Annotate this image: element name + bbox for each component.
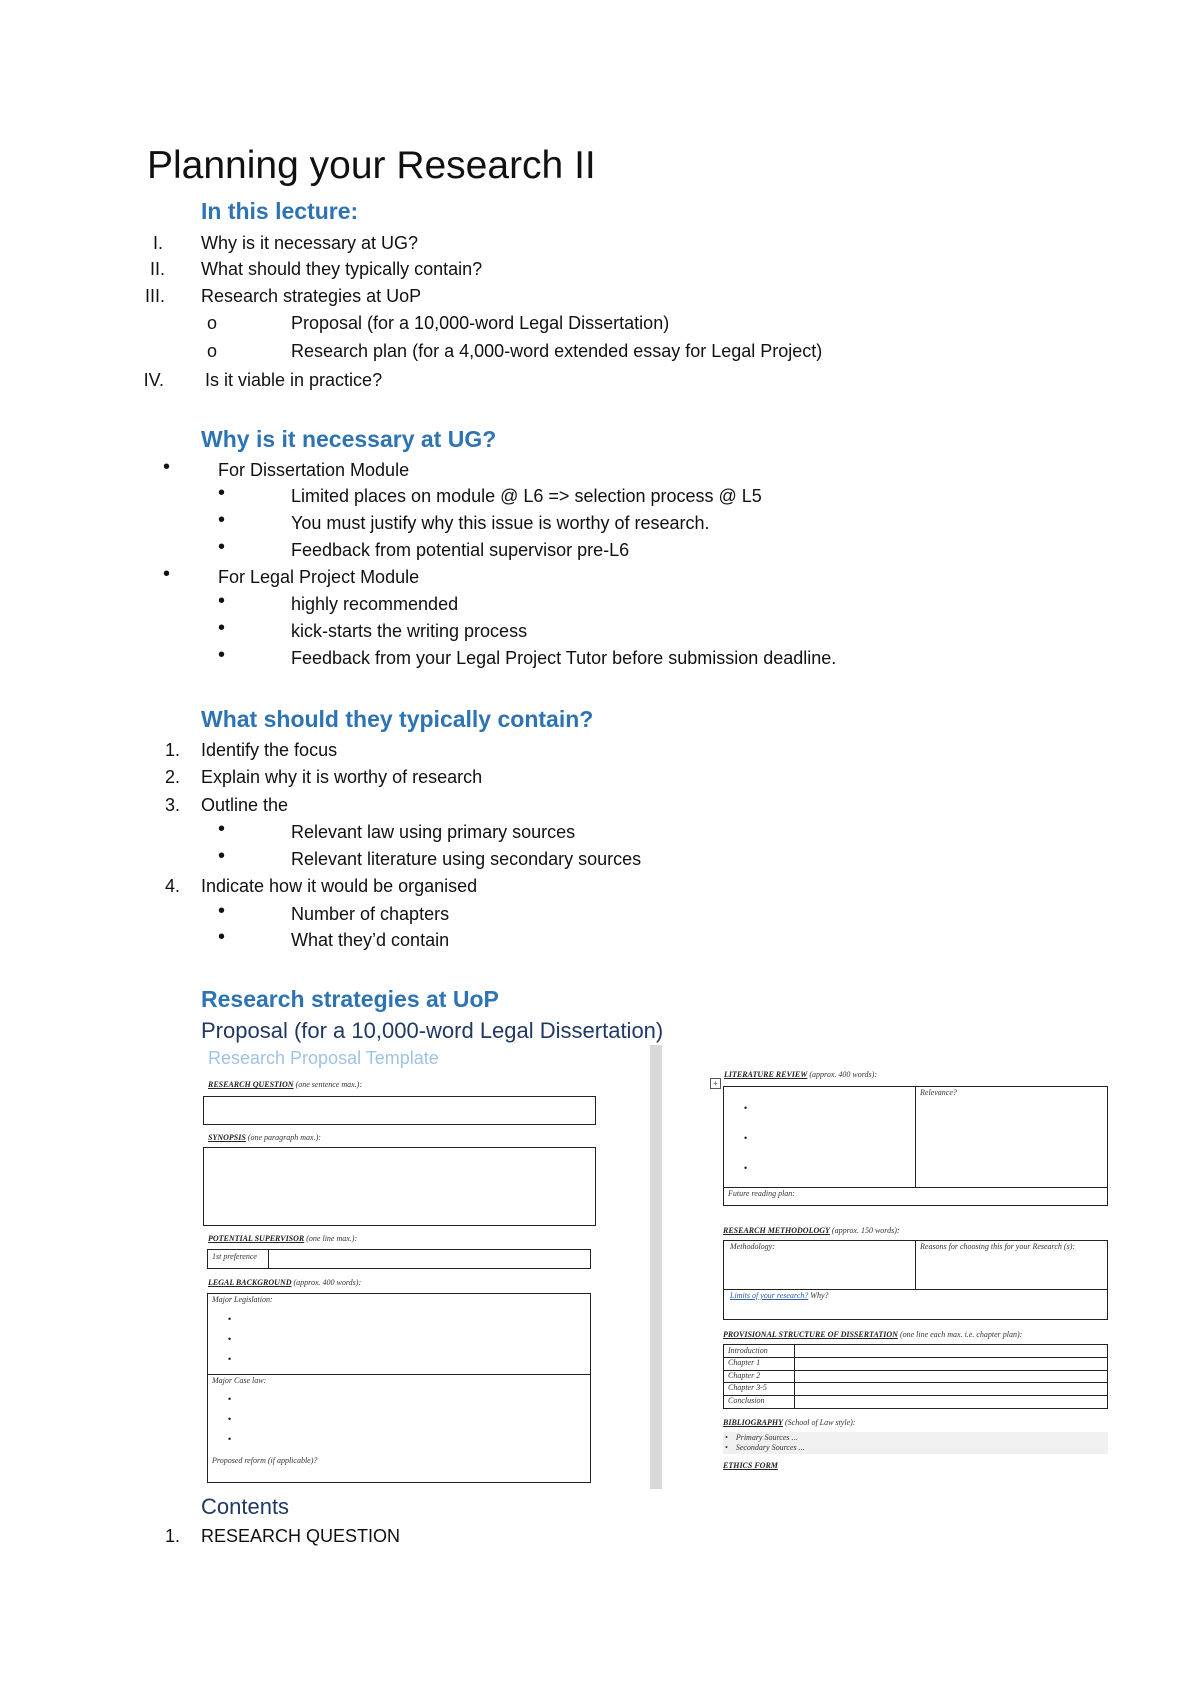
list-marker: 1. [165, 1526, 181, 1546]
list-item: Indicate how it would be organised [201, 876, 478, 896]
sub-marker: o [207, 341, 218, 361]
list-item: highly recommended [291, 594, 459, 614]
synopsis-box [203, 1147, 596, 1226]
reform-label: Proposed reform (if applicable)? [212, 1456, 318, 1465]
divider [794, 1345, 795, 1408]
future-reading-label: Future reading plan: [728, 1189, 795, 1198]
list-item: Number of chapters [291, 904, 450, 924]
contain-heading: What should they typically contain? [201, 706, 594, 732]
list-item: What they’d contain [291, 930, 450, 950]
list-marker: 1. [165, 740, 181, 760]
divider [915, 1241, 916, 1289]
bullet-icon: • [218, 617, 226, 639]
list-marker: III. [144, 286, 165, 306]
list-item: Relevant law using primary sources [291, 822, 576, 842]
bib-item: • Primary Sources ... [725, 1433, 798, 1442]
bullet-icon: • [163, 456, 171, 478]
list-item: Research strategies at UoP [201, 286, 422, 306]
list-item: Research plan (for a 4,000-word extended essay for Legal Project) [291, 341, 823, 361]
chapter-cell: Introduction [728, 1346, 768, 1355]
limits-label: Limits of your research? Why? [730, 1291, 829, 1300]
list-item: You must justify why this issue is worthy of research. [291, 513, 710, 533]
preference-label: 1st preference [212, 1252, 257, 1261]
bibliography-heading: BIBLIOGRAPHY (School of Law style): [723, 1418, 856, 1427]
supervisor-box [207, 1249, 591, 1269]
legislation-label: Major Legislation: [212, 1295, 273, 1304]
scrollbar [650, 1045, 662, 1489]
relevance-label: Relevance? [920, 1088, 957, 1097]
reasons-label: Reasons for choosing this for your Research (s): [920, 1242, 1076, 1251]
bullet-icon: • [163, 563, 171, 585]
list-marker: 2. [165, 767, 181, 787]
list-item: Why is it necessary at UG? [201, 233, 419, 253]
bullet-icon: • [218, 926, 226, 948]
list-marker: 4. [165, 876, 181, 896]
list-marker: 3. [165, 795, 181, 815]
divider [724, 1187, 1107, 1188]
sub-marker: o [207, 313, 218, 333]
list-item: RESEARCH QUESTION [201, 1526, 401, 1546]
bullet-icon: • [218, 509, 226, 531]
case-law-label: Major Case law: [212, 1376, 267, 1385]
bullet-icon: • [218, 536, 226, 558]
list-marker: IV. [143, 370, 164, 390]
methodology-box [723, 1240, 1108, 1320]
legal-background-label: LEGAL BACKGROUND (approx. 400 words): [208, 1278, 362, 1287]
synopsis-label: SYNOPSIS (one paragraph max.): [208, 1133, 321, 1142]
list-item: Feedback from potential supervisor pre-L6 [291, 540, 630, 560]
supervisor-label: POTENTIAL SUPERVISOR (one line max.): [208, 1234, 358, 1243]
list-item: For Legal Project Module [218, 567, 420, 587]
lit-review-label: LITERATURE REVIEW (approx. 400 words): [724, 1070, 877, 1079]
list-item: For Dissertation Module [218, 460, 410, 480]
rq-label: RESEARCH QUESTION (one sentence max.): [208, 1080, 363, 1089]
bullet-icon: • [218, 845, 226, 867]
strategies-heading: Research strategies at UoP [201, 986, 499, 1012]
template-title: Research Proposal Template [208, 1048, 439, 1068]
bibliography-list [723, 1432, 1108, 1454]
contents-heading: Contents [201, 1494, 290, 1519]
divider [724, 1289, 1107, 1290]
legal-background-box: Major Legislation: • • • Major Case law: • • • Proposed reform (if applicable)? [207, 1293, 591, 1483]
chapter-cell: Conclusion [728, 1396, 765, 1405]
divider [208, 1374, 590, 1375]
methodology-heading: RESEARCH METHODOLOGY (approx. 150 words): [723, 1226, 900, 1235]
list-item: Identify the focus [201, 740, 338, 760]
bullet-icon: • [218, 818, 226, 840]
list-item: Feedback from your Legal Project Tutor before submission deadline. [291, 648, 837, 668]
list-item: Relevant literature using secondary sources [291, 849, 642, 869]
bullet-icon: • [218, 900, 226, 922]
divider [915, 1087, 916, 1187]
page-title: Planning your Research II [147, 144, 596, 187]
list-marker: I. [152, 233, 163, 253]
why-heading: Why is it necessary at UG? [201, 426, 497, 452]
list-item: Limited places on module @ L6 => selection process @ L5 [291, 486, 762, 506]
template-image-right [708, 1068, 1113, 1478]
list-item: Proposal (for a 10,000-word Legal Dissertation) [291, 313, 670, 333]
move-handle-icon[interactable]: + [710, 1078, 721, 1089]
rq-box [203, 1096, 596, 1125]
chapter-cell: Chapter 1 [728, 1358, 761, 1367]
list-marker: II. [149, 259, 165, 279]
bullet-icon: • [218, 590, 226, 612]
methodology-label: Methodology: [730, 1242, 775, 1251]
strategies-subheading: Proposal (for a 10,000-word Legal Dissertation) [201, 1018, 664, 1043]
template-image-left [200, 1045, 662, 1489]
list-item: Explain why it is worthy of research [201, 767, 483, 787]
divider [268, 1250, 269, 1268]
structure-table [723, 1344, 1108, 1409]
structure-heading: PROVISIONAL STRUCTURE OF DISSERTATION (one line each max. i.e. chapter plan): [723, 1330, 1023, 1339]
list-item: Outline the [201, 795, 289, 815]
list-item: What should they typically contain? [201, 259, 483, 279]
bullet-icon: • [218, 482, 226, 504]
list-item: Is it viable in practice? [205, 370, 383, 390]
lit-review-box: Relevance? • • • Future reading plan: [723, 1086, 1108, 1206]
list-item: kick-starts the writing process [291, 621, 528, 641]
bib-item: • Secondary Sources ... [725, 1443, 805, 1452]
ethics-label: ETHICS FORM [723, 1461, 778, 1470]
bullet-icon: • [218, 644, 226, 666]
chapter-cell: Chapter 3-5 [728, 1383, 767, 1392]
chapter-cell: Chapter 2 [728, 1371, 761, 1380]
lecture-heading: In this lecture: [201, 198, 359, 224]
